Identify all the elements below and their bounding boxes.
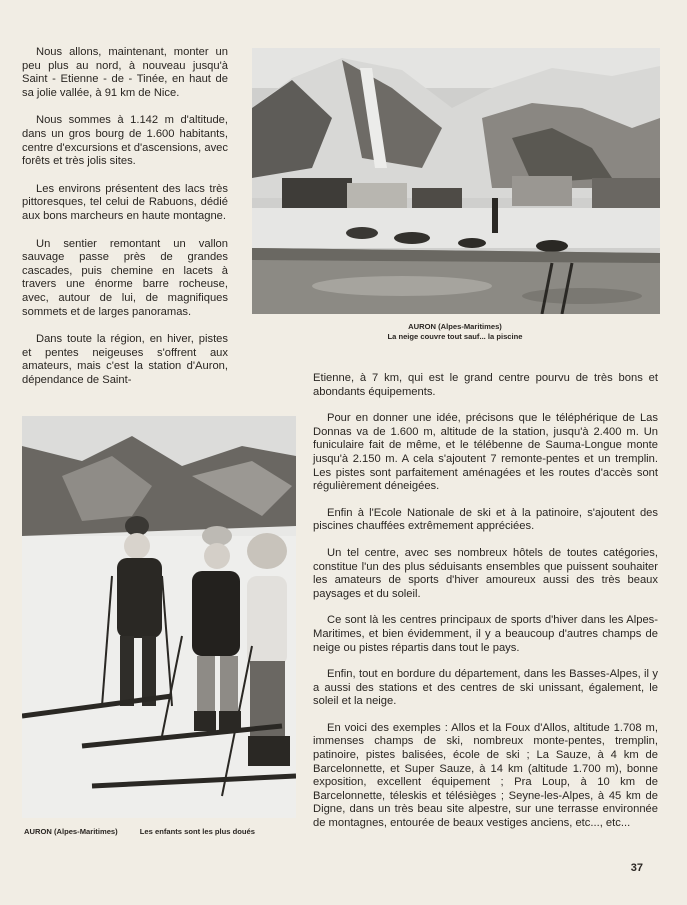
- paragraph: Nous allons, maintenant, monter un peu plus au nord, à nouveau jusqu'à Saint - Etienne - de - Tinée, en haut de sa jolie vallée, à 91 km de Nice.: [22, 46, 228, 99]
- caption-place: AURON (Alpes-Maritimes): [24, 827, 118, 836]
- page-number: 37: [630, 862, 643, 874]
- photo-caption-top: [252, 322, 658, 341]
- left-column-text: [22, 46, 228, 401]
- caption-place: AURON (Alpes-Maritimes): [408, 322, 502, 331]
- photo-auron-enfants: [22, 416, 296, 818]
- paragraph: Dans toute la région, en hiver, pistes et pentes neigeuses s'offrent aux amateurs, mais c'est la station d'Auron, dépendance de Saint-: [22, 333, 228, 386]
- paragraph: Les environs présentent des lacs très pittoresques, tel celui de Rabuons, dédié aux bons marcheurs en haute montagne.: [22, 182, 228, 222]
- paragraph: Ce sont là les centres principaux de sports d'hiver dans les Alpes-Maritimes, et bien évidemment, il y a beaucoup d'autres champs de neige ou pistes répartis dans tout le pays.: [313, 614, 658, 654]
- paragraph: Enfin à l'Ecole Nationale de ski et à la patinoire, s'ajoutent des piscines chauffées extrêmement appréciées.: [313, 506, 658, 533]
- paragraph: Un sentier remontant un vallon sauvage passe près de grandes cascades, puis chemine en lacets à travers une énorme barre rocheuse, avec, autour de lui, de magnifiques sommets et de larges panoramas.: [22, 237, 228, 318]
- right-column-text: [313, 372, 658, 844]
- paragraph: Etienne, à 7 km, qui est le grand centre pourvu de très bons et abondants équipements.: [313, 372, 658, 398]
- caption-text: La neige couvre tout sauf... la piscine: [387, 331, 523, 341]
- paragraph: Nous sommes à 1.142 m d'altitude, dans un gros bourg de 1.600 habitants, centre d'excursions et d'ascensions, avec forêts et très jolis sites.: [22, 114, 228, 168]
- paragraph: Enfin, tout en bordure du département, dans les Basses-Alpes, il y a aussi des stations et des centres de ski unissant, également, le soleil et la neige.: [313, 668, 658, 708]
- paragraph: Pour en donner une idée, précisons que le téléphérique de Las Donnas va de 1.600 m, altitude de la station, jusqu'à 2.400 m. Un funiculaire fait de même, et le télébenne de Sauma-Longue monte jusqu'à 2.150 m. A cela s'ajoutent 7 remonte-pentes et un tremplin. Les pistes sont parfaitement aménagées et les routes d'accès sont régulièrement déneigées.: [313, 412, 658, 493]
- caption-text: Les enfants sont les plus doués: [139, 827, 255, 836]
- photo-caption-bottom: [24, 827, 294, 836]
- paragraph: En voici des exemples : Allos et la Foux d'Allos, altitude 1.708 m, immenses champs de ski, nombreux monte-pentes, tremplin, patinoire, pistes balisées, école de ski ; La Sauze, à 4 km de Barcelonnette, et Super Sauze, à 14 km (altitude 1.700 m), bonne exposition, excellent équipement ; Pra Loup, à 10 km de Barcelonnette, téleskis et télésièges ; Seyne-les-Alpes, à 45 km de Digne, dans un très beau site alpestre, sur une terrasse environnée de montagnes, entourée de beaux vestiges anciens, etc..., etc...: [313, 721, 658, 830]
- photo-auron-piscine: [252, 48, 660, 314]
- paragraph: Un tel centre, avec ses nombreux hôtels de toutes catégories, constitue l'un des plus séduisants ensembles que puissent souhaiter les amateurs de sports d'hiver amoureux aussi des très beaux paysages et du soleil.: [313, 546, 658, 600]
